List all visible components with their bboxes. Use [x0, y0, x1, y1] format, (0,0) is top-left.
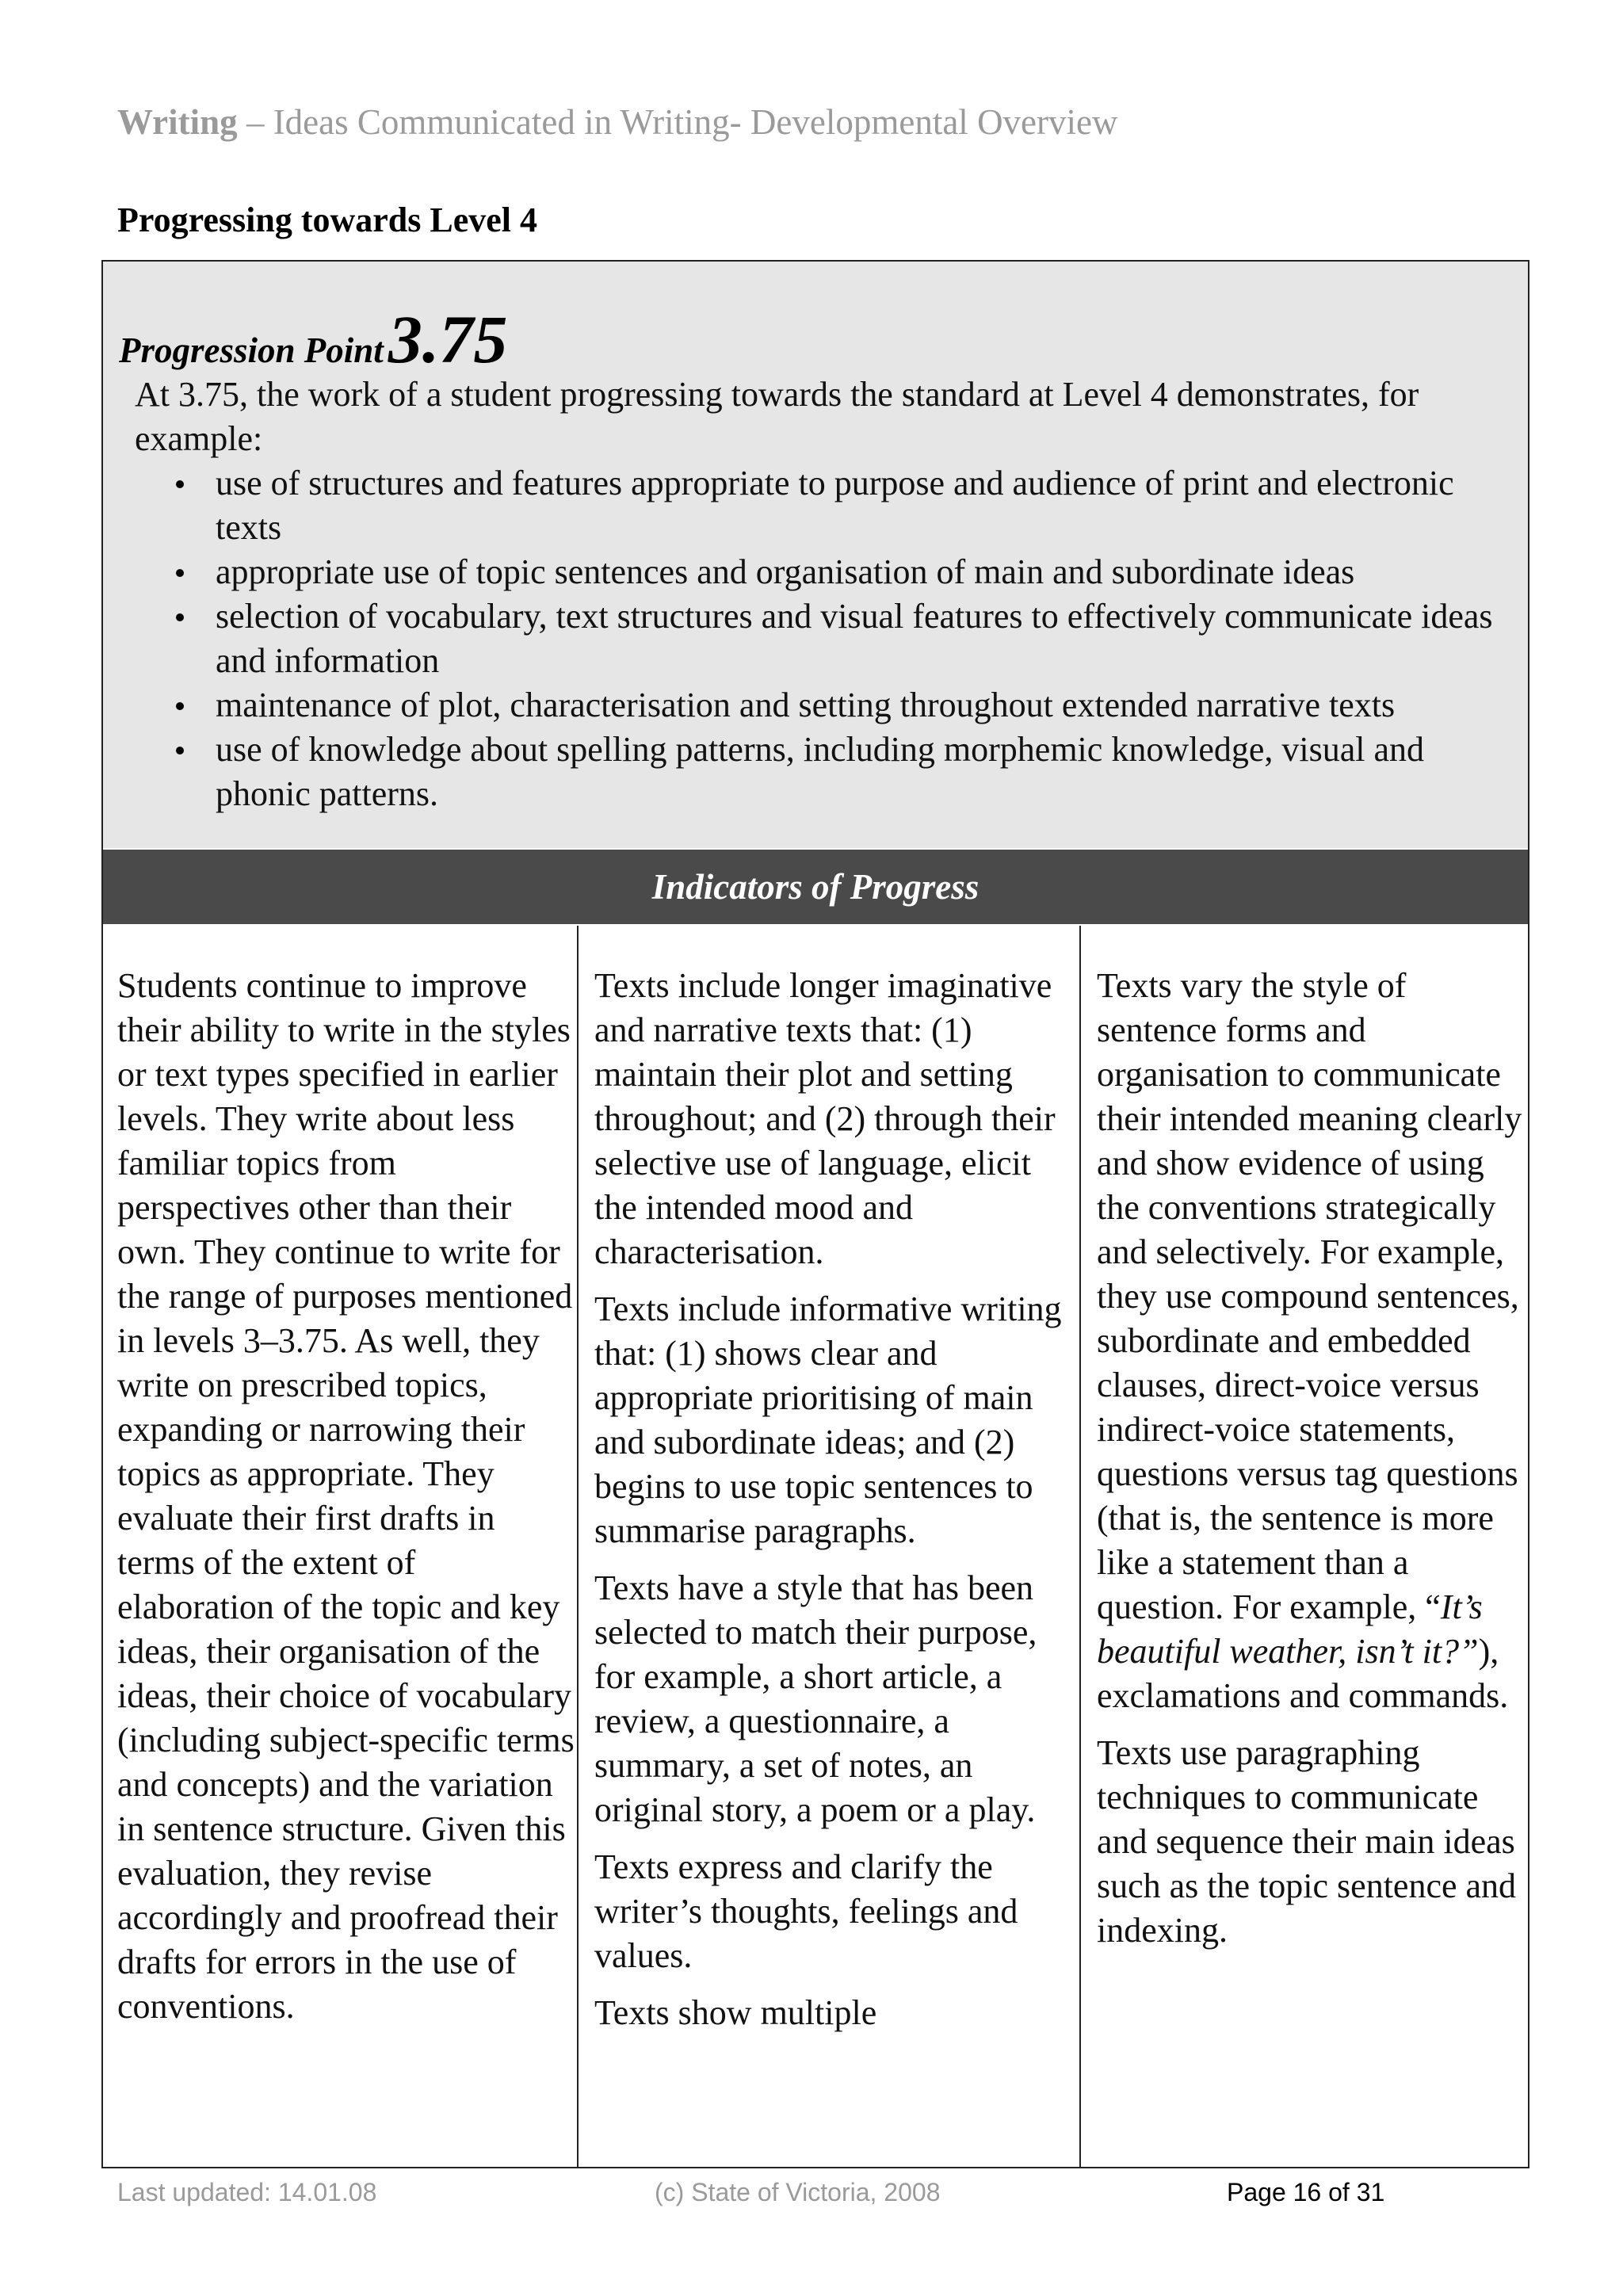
indicator-paragraph: Texts use paragraphing techniques to communicate and sequence their main ideas such as the topic sentence and indexing. — [1097, 1733, 1517, 1950]
bullet-item: maintenance of plot, characterisation and setting throughout extended narrative texts — [135, 683, 1522, 728]
footer-last-updated: Last updated: 14.01.08 — [117, 2178, 377, 2206]
bullet-icon — [176, 613, 184, 621]
bullet-icon — [176, 569, 184, 577]
bullet-icon — [176, 747, 184, 755]
bullet-item: use of knowledge about spelling patterns, including morphemic knowledge, visual and phonic patterns. — [135, 728, 1522, 816]
indicator-paragraph: Texts include longer imaginative and narrative texts that: (1) maintain their plot and setting throughout; and (2) through their selective use of language, elicit the intended mood and characterisation. — [594, 966, 1056, 1271]
indicator-paragraph: Texts show multiple — [594, 1993, 877, 2032]
indicator-column-2 — [579, 926, 1081, 2167]
progression-point-label: Progression Point — [119, 330, 384, 370]
indicators-heading: Indicators of Progress — [103, 850, 1528, 924]
indicator-paragraph: Texts include informative writing that: (1) shows clear and appropriate prioritising of main and subordinate ideas; and (2) begins to use topic sentences to summarise paragraphs. — [594, 1289, 1062, 1550]
indicator-paragraph: Texts have a style that has been selected to match their purpose, for example, a short article, a review, a questionnaire, a summary, a set of notes, an original story, a poem or a play. — [594, 1568, 1037, 1829]
footer-copyright: (c) State of Victoria, 2008 — [655, 2178, 941, 2206]
bullet-item: appropriate use of topic sentences and organisation of main and subordinate ideas — [135, 550, 1522, 594]
document-header — [117, 101, 1118, 143]
indicator-column-3 — [1081, 926, 1528, 2167]
example-quote: It’s beautiful weather, isn’t it?” — [1097, 1587, 1483, 1671]
progression-point-panel — [103, 262, 1528, 848]
indicator-column-1 — [103, 926, 579, 2167]
bullet-icon — [176, 480, 184, 488]
indicator-paragraph: Texts vary the style of sentence forms and organisation to communicate their intended meaning clearly and show evidence of using the conventions strategically and selectively. For example, they use compound sentences, subordinate and embedded clauses, direct-voice versus indirect-voice statements, questions versus tag questions (that is, the sentence is more like a statement than a question. For example, “It’s beautiful weather, isn’t it?”), exclamations and commands. — [1097, 966, 1522, 1715]
indicator-paragraph: Texts express and clarify the writer’s thoughts, feelings and values. — [594, 1847, 1018, 1975]
bullet-item: use of structures and features appropriate to purpose and audience of print and electronic texts — [135, 461, 1522, 550]
header-subject: Writing — [117, 102, 238, 142]
indicator-paragraph: Students continue to improve their ability to write in the styles or text types specified in earlier levels. They write about less familiar topics from perspectives other than their own. They continue to write for the range of purposes mentioned in levels 3–3.75. As well, they write on prescribed topics, expanding or narrowing their topics as appropriate. They evaluate their first drafts in terms of the extent of elaboration of the topic and key ideas, their organisation of the ideas, their choice of vocabulary (including subject-specific terms and concepts) and the variation in sentence structure. Given this evaluation, they revise accordingly and proofread their drafts for errors in the use of conventions. — [117, 966, 575, 2026]
bullet-icon — [176, 702, 184, 710]
section-heading: Progressing towards Level 4 — [117, 201, 537, 239]
footer-page-number: Page 16 of 31 — [1227, 2178, 1385, 2206]
progression-point-title — [119, 300, 507, 379]
progression-bullet-list — [135, 461, 1522, 816]
progression-table — [101, 260, 1529, 2168]
bullet-item: selection of vocabulary, text structures and visual features to effectively communicate ideas and information — [135, 594, 1522, 683]
header-title: – Ideas Communicated in Writing- Developmental Overview — [237, 102, 1118, 142]
progression-intro: At 3.75, the work of a student progressing towards the standard at Level 4 demonstrates, for example: — [135, 375, 1419, 458]
progression-point-number: 3.75 — [388, 301, 508, 377]
